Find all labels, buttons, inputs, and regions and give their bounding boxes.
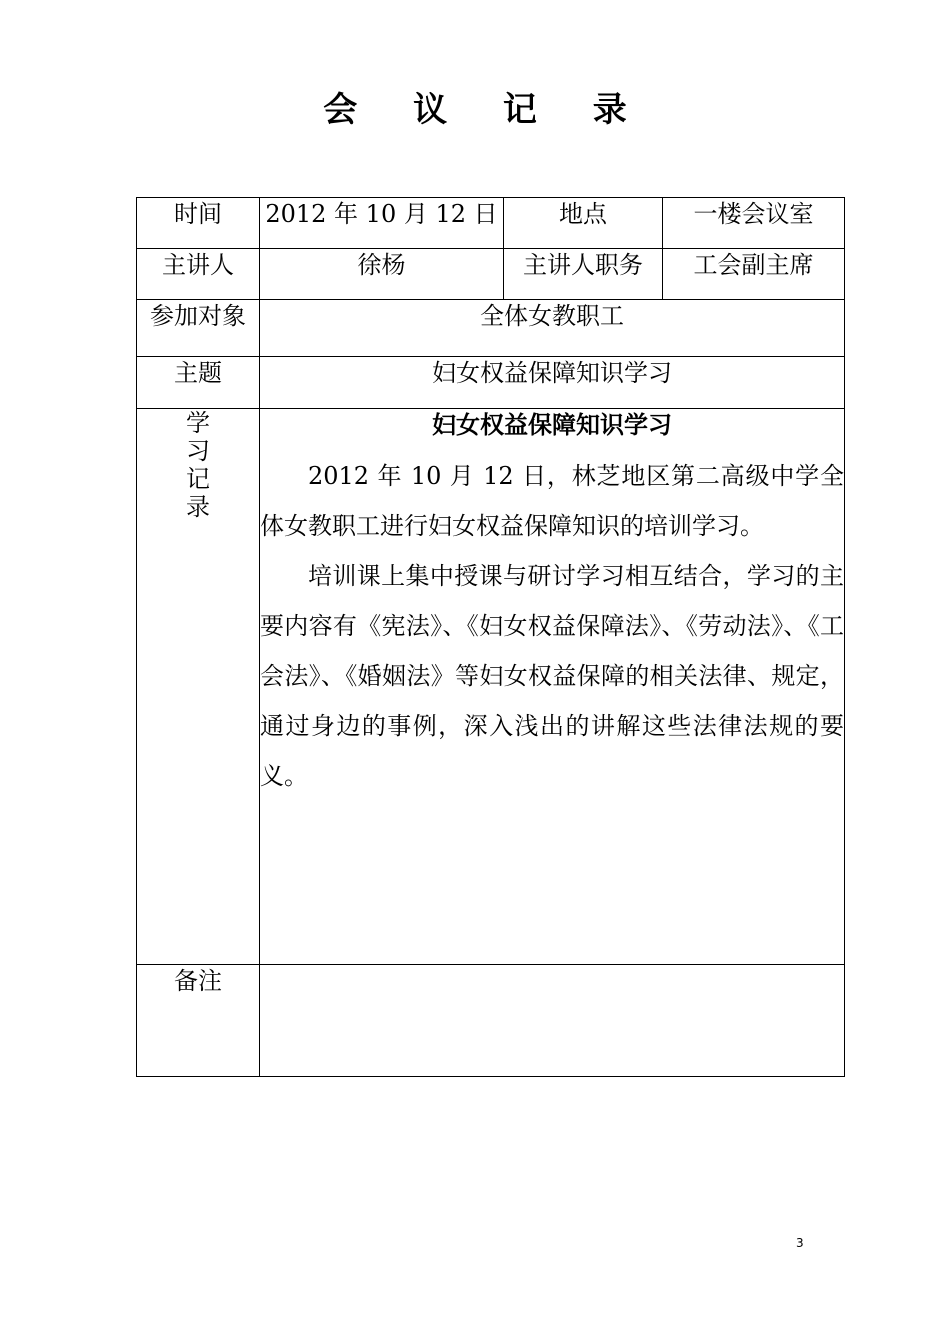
record-label-cell xyxy=(137,409,260,965)
page-number: 3 xyxy=(796,1236,804,1250)
speaker-value: 徐杨 xyxy=(260,249,504,300)
row-topic xyxy=(137,357,845,409)
row-record xyxy=(137,409,845,965)
row-remarks xyxy=(137,965,845,1077)
record-paragraph-2: 培训课上集中授课与研讨学习相互结合，学习的主要内容有《宪法》、《妇女权益保障法》、《劳动法》、《工会法》、《婚姻法》等妇女权益保障的相关法律、规定，通过身边的事例，深入浅出的讲解这些法律法规的要义。 xyxy=(260,562,844,790)
location-label: 地点 xyxy=(504,198,663,249)
topic-value: 妇女权益保障知识学习 xyxy=(260,357,845,409)
audience-label: 参加对象 xyxy=(137,300,260,357)
row-audience xyxy=(137,300,845,357)
speaker-role-label: 主讲人职务 xyxy=(504,249,663,300)
topic-label: 主题 xyxy=(137,357,260,409)
speaker-label: 主讲人 xyxy=(137,249,260,300)
document-title: 会 议 记 录 xyxy=(323,90,649,130)
remarks-label: 备注 xyxy=(137,965,260,1077)
audience-value: 全体女教职工 xyxy=(260,300,845,357)
meeting-record-table xyxy=(136,197,845,1077)
remarks-value xyxy=(260,965,845,1077)
record-content xyxy=(260,409,845,965)
row-speaker xyxy=(137,249,845,300)
location-value: 一楼会议室 xyxy=(663,198,845,249)
time-value: 2012 年 10 月 12 日 xyxy=(260,198,504,249)
row-time-location xyxy=(137,198,845,249)
record-title: 妇女权益保障知识学习 xyxy=(432,411,672,439)
time-label: 时间 xyxy=(137,198,260,249)
speaker-role-value: 工会副主席 xyxy=(663,249,845,300)
record-paragraph-1: 2012 年 10 月 12 日，林芝地区第二高级中学全体女教职工进行妇女权益保障知识的培训学习。 xyxy=(260,462,844,540)
record-label: 学习记录 xyxy=(186,409,210,521)
